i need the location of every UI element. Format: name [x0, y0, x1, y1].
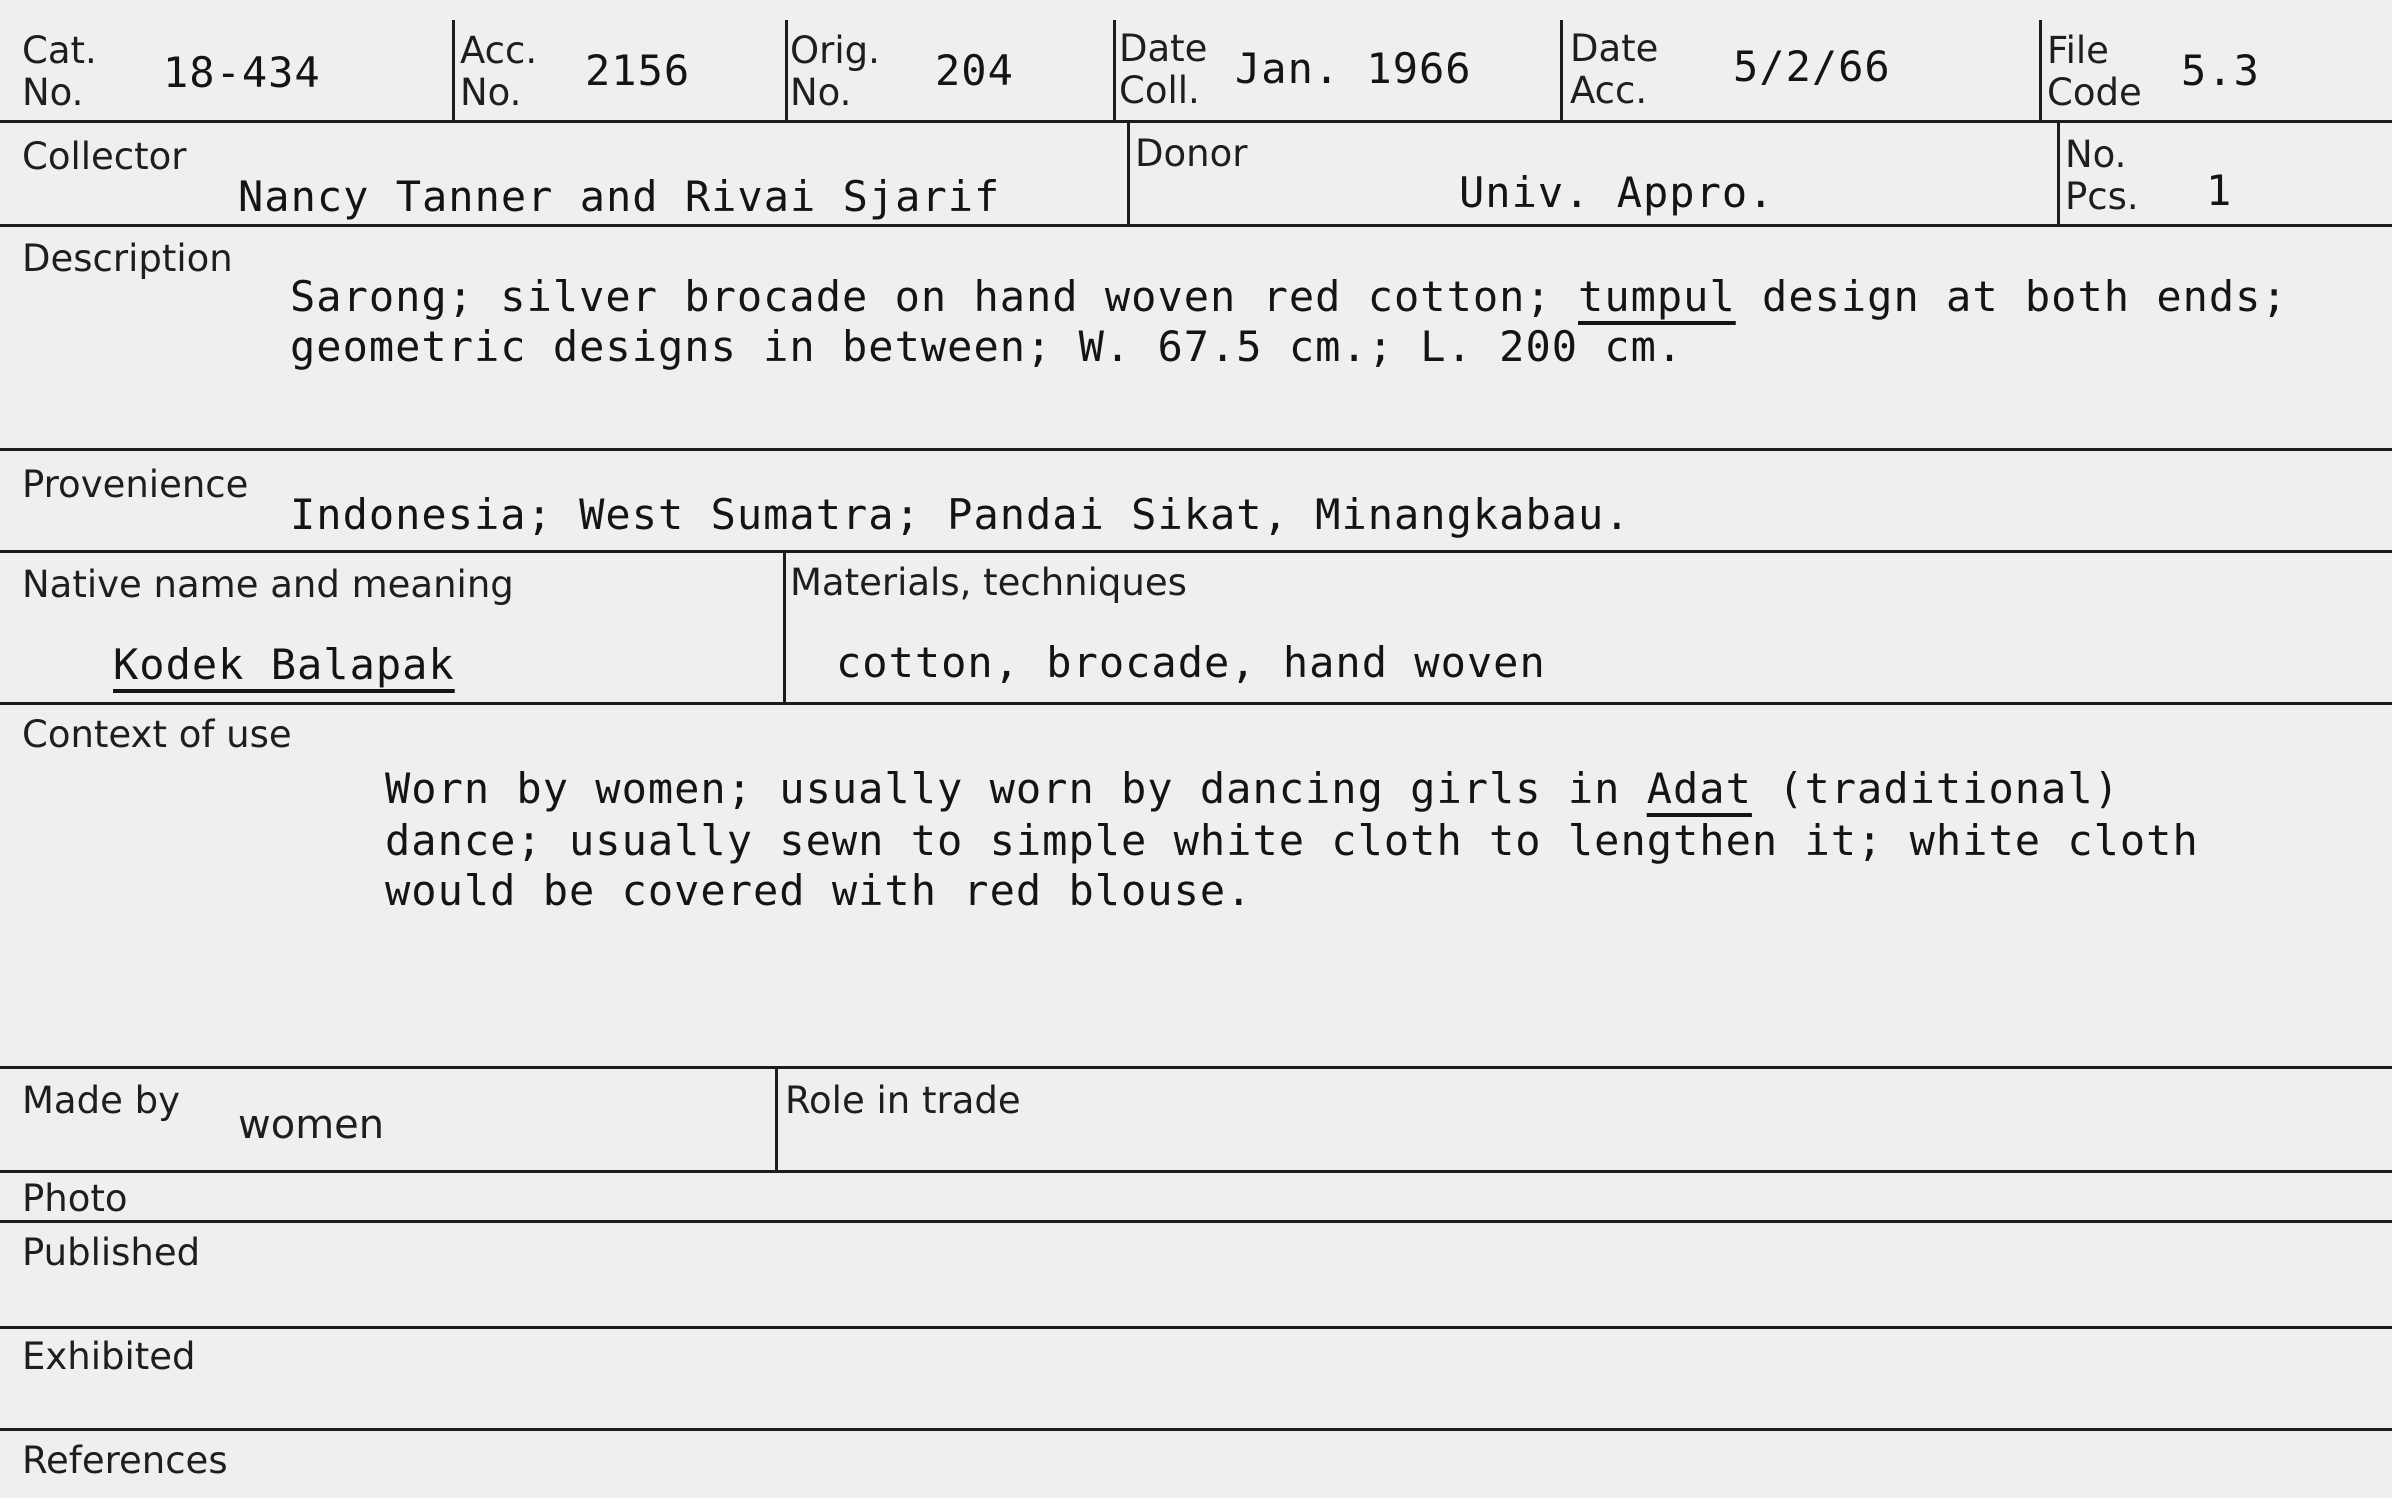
pieces-label: No. Pcs. — [2065, 133, 2139, 218]
divider-donor-pieces — [2057, 122, 2060, 226]
acc-no-label: Acc. No. — [460, 29, 538, 114]
description-line-2: geometric designs in between; W. 67.5 cm.; L. 200 cm. — [290, 322, 1684, 371]
divider-dateacc-file — [2039, 20, 2042, 122]
provenience-label: Provenience — [22, 463, 249, 506]
collector-value: Nancy Tanner and Rivai Sjarif — [238, 172, 1001, 221]
context-label: Context of use — [22, 713, 292, 756]
description-text-b: design at both ends; — [1735, 272, 2288, 321]
exhibited-label: Exhibited — [22, 1335, 196, 1378]
date-acc-label: Date Acc. — [1570, 27, 1659, 112]
file-code-value: 5.3 — [2181, 46, 2260, 95]
rule-published — [0, 1326, 2392, 1329]
divider-orig-datecoll — [1113, 20, 1116, 122]
rule-context — [0, 1066, 2392, 1069]
rule-description — [0, 448, 2392, 451]
published-label: Published — [22, 1231, 201, 1274]
materials-value: cotton, brocade, hand woven — [836, 638, 1546, 687]
native-name-value: Kodek Balapak — [113, 640, 455, 689]
donor-value: Univ. Appro. — [1459, 168, 1775, 217]
date-coll-value: Jan. 1966 — [1235, 44, 1472, 93]
photo-label: Photo — [22, 1177, 128, 1220]
description-text-a: Sarong; silver brocade on hand woven red cotton; — [290, 272, 1579, 321]
orig-no-label: Orig. No. — [790, 29, 880, 114]
description-line-1 — [290, 272, 2288, 322]
orig-no-value: 204 — [935, 46, 1014, 95]
context-text-a: Worn by women; usually worn by dancing girls in — [385, 764, 1647, 813]
file-code-label: File Code — [2047, 29, 2142, 114]
description-label: Description — [22, 237, 233, 280]
made-by-value: women — [238, 1102, 385, 1148]
materials-label: Materials, techniques — [790, 561, 1187, 604]
description-term-tumpul: tumpul — [1578, 272, 1736, 321]
collector-label: Collector — [22, 135, 187, 178]
divider-native-materials — [783, 552, 786, 704]
rule-collector — [0, 224, 2392, 227]
native-name-label: Native name and meaning — [22, 563, 514, 606]
context-line-1 — [385, 764, 2120, 814]
rule-provenience — [0, 550, 2392, 553]
date-coll-label: Date Coll. — [1119, 27, 1208, 112]
date-acc-value: 5/2/66 — [1733, 42, 1891, 91]
made-by-label: Made by — [22, 1079, 180, 1122]
cat-no-value: 18-434 — [163, 48, 321, 97]
context-line-3: would be covered with red blouse. — [385, 866, 1253, 915]
divider-collector-donor — [1127, 122, 1130, 226]
divider-datecoll-dateacc — [1560, 20, 1563, 122]
context-line-2: dance; usually sewn to simple white cloth to lengthen it; white cloth — [385, 816, 2199, 865]
rule-madeby — [0, 1170, 2392, 1173]
divider-madeby-role — [775, 1068, 778, 1172]
role-in-trade-label: Role in trade — [785, 1079, 1021, 1122]
divider-cat-acc — [452, 20, 455, 122]
references-label: References — [22, 1439, 228, 1482]
rule-header — [0, 120, 2392, 123]
cat-no-label: Cat. No. — [22, 29, 97, 114]
rule-native — [0, 702, 2392, 705]
rule-exhibited — [0, 1428, 2392, 1431]
provenience-value: Indonesia; West Sumatra; Pandai Sikat, Minangkabau. — [290, 490, 1631, 539]
rule-photo — [0, 1220, 2392, 1223]
acc-no-value: 2156 — [585, 46, 691, 95]
divider-acc-orig — [785, 20, 788, 122]
context-text-b: (traditional) — [1751, 764, 2120, 813]
pieces-value: 1 — [2206, 166, 2233, 215]
donor-label: Donor — [1135, 132, 1248, 175]
context-term-adat: Adat — [1646, 764, 1752, 813]
